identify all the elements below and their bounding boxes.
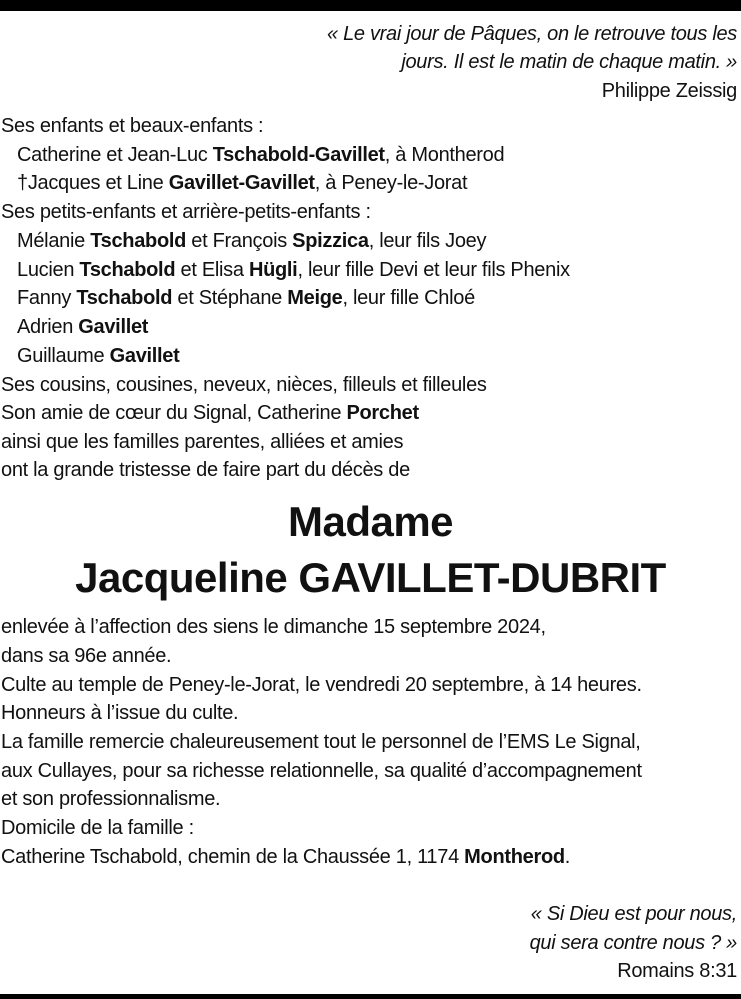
honours-line: Honneurs à l’issue du culte. xyxy=(1,702,239,724)
details-line: enlevée à l’affection des siens le dimanche 15 septembre 2024, xyxy=(1,616,546,638)
domicile-heading: Domicile de la famille : xyxy=(1,817,194,839)
deceased-title: Madame xyxy=(287,498,454,545)
epigraph-bottom-source: Romains 8:31 xyxy=(617,960,737,982)
epigraph-bottom-line2: qui sera contre nous ? » xyxy=(529,932,737,954)
grandchildren-heading: Ses petits-enfants et arrière-petits-enfants : xyxy=(1,201,371,223)
grandchild-line: Lucien Tschabold et Elisa Hügli, leur fille Devi et leur fils Phenix xyxy=(17,259,570,281)
epigraph-top-line2: jours. Il est le matin de chaque matin. » xyxy=(401,51,737,73)
grandchild-line: Fanny Tschabold et Stéphane Meige, leur fille Chloé xyxy=(17,287,475,309)
grandchild-line: Adrien Gavillet xyxy=(17,316,149,338)
child-line: †Jacques et Line Gavillet-Gavillet, à Peney-le-Jorat xyxy=(17,172,468,194)
epigraph-top-line1: « Le vrai jour de Pâques, on le retrouve tous les xyxy=(327,23,737,45)
epigraph-bottom-line1: « Si Dieu est pour nous, xyxy=(530,903,737,925)
address-line: Catherine Tschabold, chemin de la Chaussée 1, 1174 Montherod. xyxy=(1,846,571,868)
friend-line: Son amie de cœur du Signal, Catherine Porchet xyxy=(1,402,419,424)
grandchild-line: Guillaume Gavillet xyxy=(17,345,180,367)
thanks-line: La famille remercie chaleureusement tout le personnel de l’EMS Le Signal, xyxy=(1,731,641,753)
thanks-line: et son professionnalisme. xyxy=(1,788,221,810)
families-line: ainsi que les familles parentes, alliées et amies xyxy=(1,431,404,453)
deceased-name: Jacqueline GAVILLET-DUBRIT xyxy=(75,554,666,601)
details-line: dans sa 96e année. xyxy=(1,645,172,667)
top-rule xyxy=(0,0,741,11)
bottom-rule xyxy=(0,994,741,999)
announce-line: ont la grande tristesse de faire part du décès de xyxy=(1,459,410,481)
cousins-line: Ses cousins, cousines, neveux, nièces, filleuls et filleules xyxy=(1,374,487,396)
epigraph-top-author: Philippe Zeissig xyxy=(601,80,737,102)
service-line: Culte au temple de Peney-le-Jorat, le vendredi 20 septembre, à 14 heures. xyxy=(1,674,642,696)
child-line: Catherine et Jean-Luc Tschabold-Gavillet, à Montherod xyxy=(17,144,505,166)
thanks-line: aux Cullayes, pour sa richesse relationnelle, sa qualité d’accompagnement xyxy=(1,760,642,782)
children-heading: Ses enfants et beaux-enfants : xyxy=(1,115,264,137)
grandchild-line: Mélanie Tschabold et François Spizzica, leur fils Joey xyxy=(17,230,487,252)
